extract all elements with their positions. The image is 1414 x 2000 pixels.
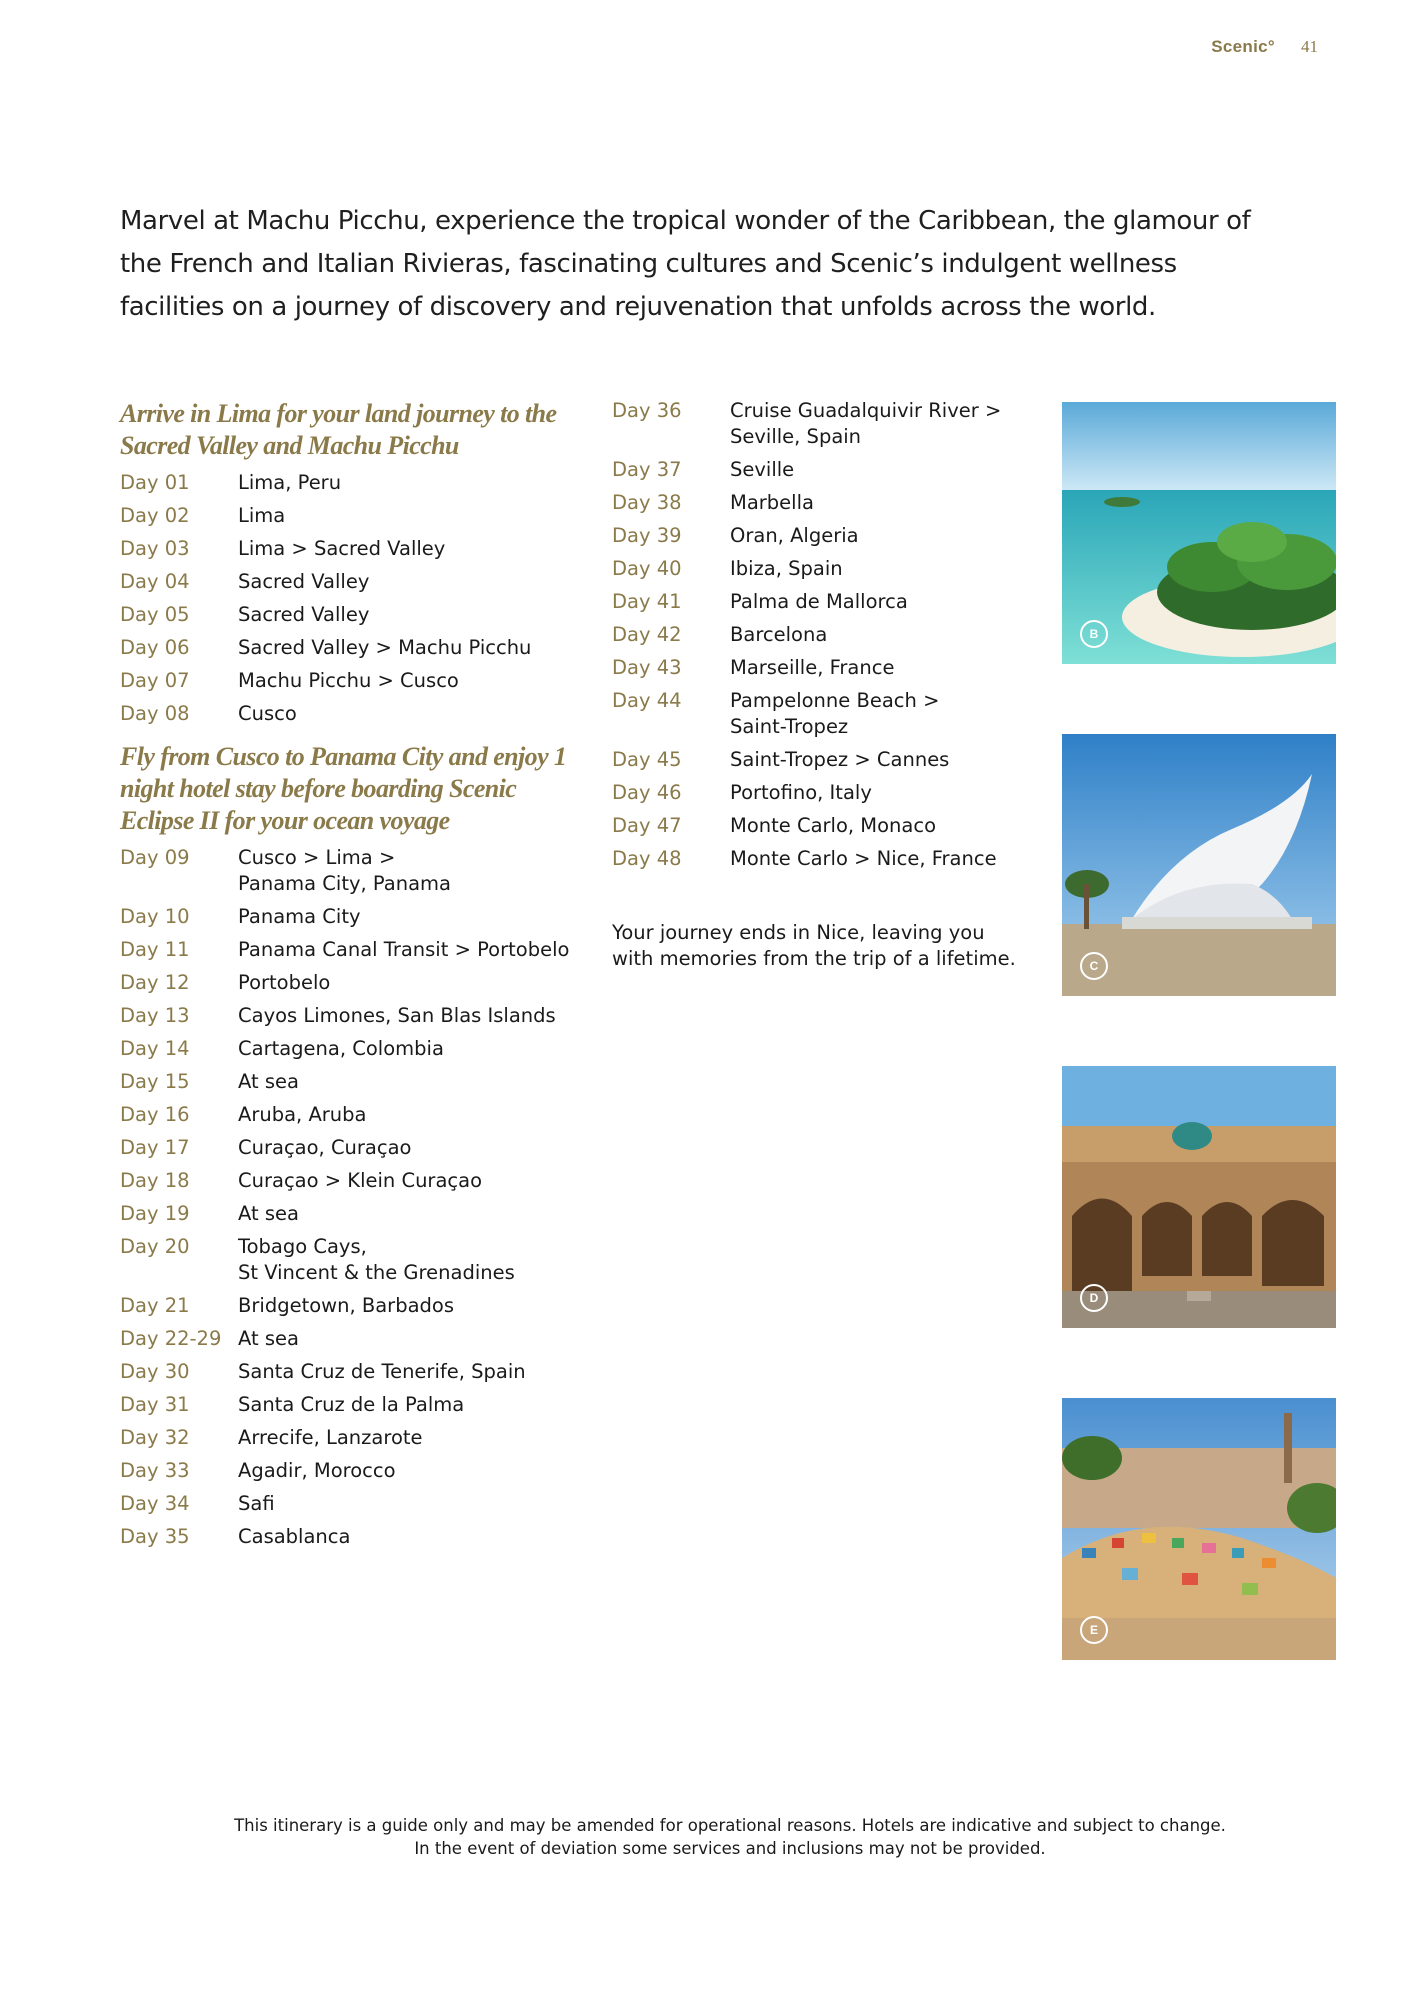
photo-badge-e: E: [1080, 1616, 1108, 1644]
photo-auditorium: [1062, 734, 1336, 996]
day-place: Oran, Algeria: [730, 524, 859, 547]
itinerary-day-row: [120, 1326, 580, 1352]
day-label: Day 06: [120, 636, 190, 659]
day-label: Day 20: [120, 1235, 190, 1258]
day-label: Day 43: [612, 656, 682, 679]
day-label: Day 37: [612, 458, 682, 481]
day-place: Portofino, Italy: [730, 781, 872, 804]
itinerary-day-row: [120, 1359, 580, 1385]
day-label: Day 13: [120, 1004, 190, 1027]
day-place: Arrecife, Lanzarote: [238, 1426, 423, 1449]
itinerary-day-row: [120, 845, 580, 897]
itinerary-day-row: [120, 1069, 580, 1095]
day-label: Day 40: [612, 557, 682, 580]
day-label: Day 15: [120, 1070, 190, 1093]
itinerary-day-row: [120, 1392, 580, 1418]
day-label: Day 39: [612, 524, 682, 547]
itinerary-day-row: [120, 635, 580, 661]
day-label: Day 21: [120, 1294, 190, 1317]
day-place: Cusco: [238, 702, 297, 725]
day-place: Tobago Cays, St Vincent & the Grenadines: [238, 1235, 515, 1284]
itinerary-day-row: [120, 668, 580, 694]
itinerary-day-row: [120, 1491, 580, 1517]
day-label: Day 45: [612, 748, 682, 771]
day-place: Monte Carlo, Monaco: [730, 814, 936, 837]
day-label: Day 09: [120, 846, 190, 869]
day-label: Day 44: [612, 689, 682, 712]
day-place: Panama City: [238, 905, 361, 928]
day-label: Day 30: [120, 1360, 190, 1383]
photo-courtyard: [1062, 1066, 1336, 1328]
day-place: Cusco > Lima > Panama City, Panama: [238, 846, 451, 895]
day-place: At sea: [238, 1202, 299, 1225]
day-list-section2: [120, 845, 580, 1550]
itinerary-column-left: [120, 398, 580, 1557]
day-place: At sea: [238, 1327, 299, 1350]
day-label: Day 42: [612, 623, 682, 646]
day-place: Santa Cruz de la Palma: [238, 1393, 465, 1416]
photo-tropical-island: [1062, 402, 1336, 664]
day-label: Day 08: [120, 702, 190, 725]
day-label: Day 07: [120, 669, 190, 692]
day-label: Day 16: [120, 1103, 190, 1126]
itinerary-day-row: [612, 688, 1032, 740]
itinerary-day-row: [612, 813, 1032, 839]
day-list-section1: [120, 470, 580, 727]
footnote: [120, 1814, 1340, 1860]
day-label: Day 41: [612, 590, 682, 613]
itinerary-day-row: [120, 602, 580, 628]
footnote-line-1: This itinerary is a guide only and may be amended for operational reasons. Hotels are indicative and subject to change.: [234, 1816, 1226, 1835]
day-label: Day 03: [120, 537, 190, 560]
day-place: Cayos Limones, San Blas Islands: [238, 1004, 556, 1027]
day-place: Sacred Valley > Machu Picchu: [238, 636, 532, 659]
day-label: Day 04: [120, 570, 190, 593]
itinerary-day-row: [120, 1293, 580, 1319]
itinerary-day-row: [612, 747, 1032, 773]
itinerary-day-row: [612, 589, 1032, 615]
itinerary-day-row: [612, 655, 1032, 681]
day-place: Santa Cruz de Tenerife, Spain: [238, 1360, 526, 1383]
day-label: Day 22-29: [120, 1327, 222, 1350]
day-place: Machu Picchu > Cusco: [238, 669, 459, 692]
day-label: Day 12: [120, 971, 190, 994]
day-label: Day 32: [120, 1426, 190, 1449]
day-place: Barcelona: [730, 623, 828, 646]
day-place: Cruise Guadalquivir River > Seville, Spain: [730, 399, 1002, 448]
itinerary-day-row: [120, 1524, 580, 1550]
day-place: Sacred Valley: [238, 603, 370, 626]
itinerary-day-row: [612, 457, 1032, 483]
itinerary-day-row: [120, 569, 580, 595]
day-label: Day 31: [120, 1393, 190, 1416]
day-label: Day 01: [120, 471, 190, 494]
closing-text: Your journey ends in Nice, leaving you with memories from the trip of a lifetime.: [612, 921, 1016, 970]
itinerary-day-row: [120, 1168, 580, 1194]
day-label: Day 02: [120, 504, 190, 527]
photo-badge-c: C: [1080, 952, 1108, 980]
day-place: Cartagena, Colombia: [238, 1037, 444, 1060]
itinerary-day-row: [120, 470, 580, 496]
itinerary-day-row: [120, 536, 580, 562]
day-place: Panama Canal Transit > Portobelo: [238, 938, 570, 961]
page-number: 41: [1301, 37, 1318, 56]
day-label: Day 46: [612, 781, 682, 804]
itinerary-day-row: [612, 846, 1032, 872]
itinerary-day-row: [120, 1458, 580, 1484]
day-label: Day 11: [120, 938, 190, 961]
day-place: Monte Carlo > Nice, France: [730, 847, 997, 870]
section-title-ocean-voyage: Fly from Cusco to Panama City and enjoy 1 night hotel stay before boarding Scenic Eclipse II for your ocean voyage: [120, 742, 567, 835]
itinerary-day-row: [612, 780, 1032, 806]
day-place: Lima > Sacred Valley: [238, 537, 446, 560]
day-label: Day 33: [120, 1459, 190, 1482]
day-place: Ibiza, Spain: [730, 557, 843, 580]
itinerary-day-row: [612, 490, 1032, 516]
itinerary-day-row: [120, 1102, 580, 1128]
day-place: Lima: [238, 504, 286, 527]
photo-park-guell: [1062, 1398, 1336, 1660]
day-label: Day 38: [612, 491, 682, 514]
day-label: Day 36: [612, 399, 682, 422]
day-place: Seville: [730, 458, 795, 481]
itinerary-day-row: [120, 701, 580, 727]
day-label: Day 19: [120, 1202, 190, 1225]
day-place: Sacred Valley: [238, 570, 370, 593]
day-place: Casablanca: [238, 1525, 351, 1548]
photo-badge-b: B: [1080, 620, 1108, 648]
itinerary-day-row: [120, 503, 580, 529]
day-place: Lima, Peru: [238, 471, 342, 494]
day-label: Day 35: [120, 1525, 190, 1548]
itinerary-day-row: [612, 622, 1032, 648]
itinerary-day-row: [120, 1036, 580, 1062]
photo-badge-d: D: [1080, 1284, 1108, 1312]
day-place: Palma de Mallorca: [730, 590, 908, 613]
day-place: Safi: [238, 1492, 275, 1515]
itinerary-day-row: [120, 1425, 580, 1451]
day-label: Day 47: [612, 814, 682, 837]
itinerary-day-row: [120, 1201, 580, 1227]
day-label: Day 05: [120, 603, 190, 626]
day-place: At sea: [238, 1070, 299, 1093]
day-place: Marbella: [730, 491, 814, 514]
itinerary-day-row: [120, 970, 580, 996]
day-place: Curaçao, Curaçao: [238, 1136, 412, 1159]
day-label: Day 14: [120, 1037, 190, 1060]
day-label: Day 17: [120, 1136, 190, 1159]
page-header: [1211, 37, 1318, 57]
itinerary-day-row: [120, 1003, 580, 1029]
itinerary-day-row: [612, 556, 1032, 582]
day-place: Bridgetown, Barbados: [238, 1294, 454, 1317]
itinerary-day-row: [120, 937, 580, 963]
itinerary-day-row: [120, 1135, 580, 1161]
day-label: Day 34: [120, 1492, 190, 1515]
day-place: Saint-Tropez > Cannes: [730, 748, 950, 771]
day-label: Day 18: [120, 1169, 190, 1192]
day-place: Curaçao > Klein Curaçao: [238, 1169, 482, 1192]
day-label: Day 48: [612, 847, 682, 870]
brand-name: Scenic°: [1211, 37, 1275, 56]
day-place: Marseille, France: [730, 656, 895, 679]
itinerary-day-row: [612, 523, 1032, 549]
day-place: Portobelo: [238, 971, 331, 994]
itinerary-day-row: [120, 1234, 580, 1286]
itinerary-column-middle: [612, 398, 1032, 972]
day-place: Aruba, Aruba: [238, 1103, 367, 1126]
day-label: Day 10: [120, 905, 190, 928]
itinerary-day-row: [120, 904, 580, 930]
itinerary-day-row: [612, 398, 1032, 450]
day-list-section3: [612, 398, 1032, 872]
footnote-line-2: In the event of deviation some services and inclusions may not be provided.: [414, 1839, 1046, 1858]
day-place: Agadir, Morocco: [238, 1459, 396, 1482]
day-place: Pampelonne Beach > Saint-Tropez: [730, 689, 940, 738]
section-title-land-journey: Arrive in Lima for your land journey to the Sacred Valley and Machu Picchu: [120, 399, 557, 460]
intro-paragraph: Marvel at Machu Picchu, experience the tropical wonder of the Caribbean, the glamour of the French and Italian Rivieras, fascinating cultures and Scenic’s indulgent wellness facilities on a journey of discovery and rejuvenation that unfolds across the world.: [120, 206, 1251, 322]
